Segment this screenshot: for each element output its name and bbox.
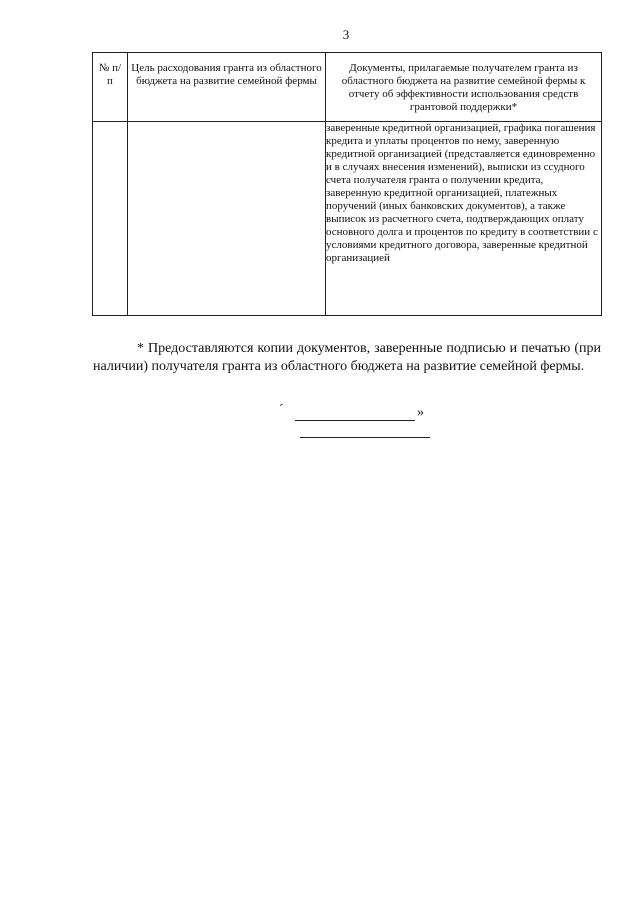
signature-second-line [300, 437, 430, 438]
documents-table [92, 52, 602, 316]
header-purpose: Цель расходования гранта из областного бюджета на развитие семейной фермы [128, 53, 326, 122]
cell-purpose [128, 122, 326, 316]
page-number: 3 [342, 27, 350, 42]
signature-line [283, 405, 424, 421]
header-number: № п/п [93, 53, 128, 122]
table-header-row [93, 53, 602, 122]
footnote: * Предоставляются копии документов, заверенные подписью и печатью (при наличии) получателя гранта из областного бюджета на развитие семейной фермы. [93, 341, 601, 374]
close-quote-mark: » [417, 405, 424, 420]
header-documents: Документы, прилагаемые получателем гранта из областного бюджета на развитие семейной фермы к отчету об эффективности использования средств грантовой поддержки* [326, 53, 602, 122]
cell-documents: заверенные кредитной организацией, графика погашения кредита и уплаты процентов по нему, заверенную кредитной организацией (представляется единовременно и в случаях внесения изменений), выписки из ссудного счета получателя гранта о получении кредита, заверенную кредитной организацией, платежных поручений (иных банковских документов), а также выписок из расчетного счета, подтверждающих оплату основного долга и процентов по кредиту в соответствии с условиями кредитного договора, заверенные кредитной организацией [326, 122, 602, 316]
table-row [93, 122, 602, 316]
signature-underline [295, 406, 415, 421]
cell-number [93, 122, 128, 316]
